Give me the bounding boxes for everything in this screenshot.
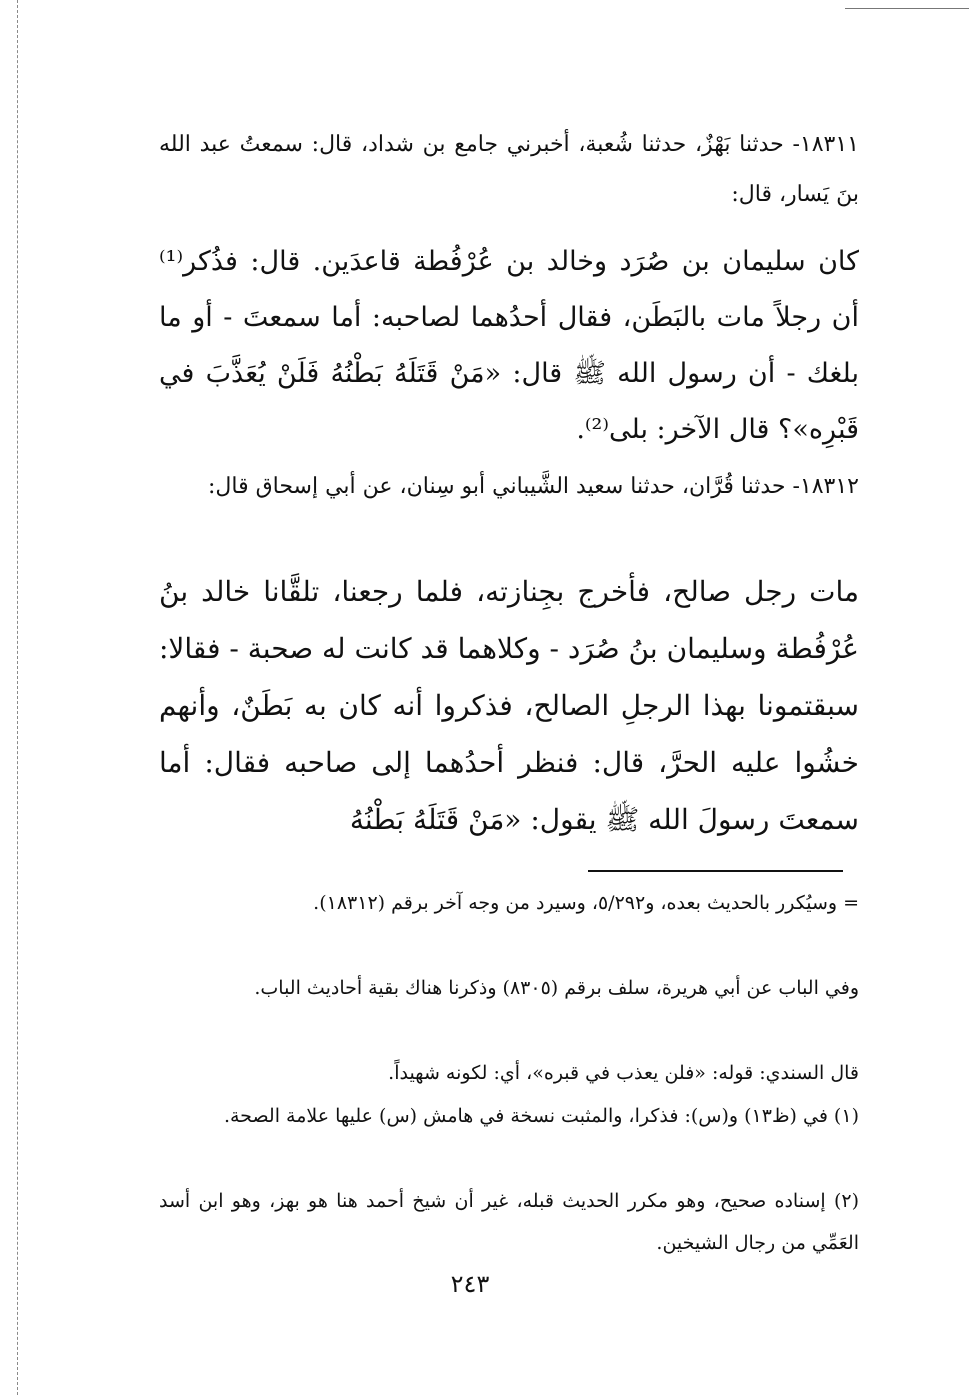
footnote-sindi: قال السندي: قوله: «فلن يعذب في قبره»، أي: لكونه شهيداً.	[388, 1062, 859, 1084]
footnote-continuation: = وسيُكرر بالحديث بعده، و٥/٢٩٢، وسيرد من وجه آخر برقم (١٨٣١٢).	[313, 892, 859, 914]
hadith-18311-matn: كان سليمان بن صُرَد وخالد بن عُرْفُطة قاعدَين. قال: فذُكر⁽¹⁾ أن رجلاً مات بالبَطَن، فقال أحدُهما لصاحبه: أما سمعتَ - أو ما بلغك - أن رسول الله ﷺ قال: «مَنْ قَتَلَهُ بَطْنُهُ فَلَنْ يُعَذَّبَ في قَبْرِه»؟ قال الآخر: بلى⁽²⁾.	[159, 246, 859, 445]
binding-guide-line	[17, 0, 18, 1395]
footnote-bab: وفي الباب عن أبي هريرة، سلف برقم (٨٣٠٥) وذكرنا هناك بقية أحاديث الباب.	[254, 977, 859, 999]
hadith-18311-isnad: ١٨٣١١- حدثنا بَهْزٌ، حدثنا شُعبة، أخبرني جامع بن شداد، قال: سمعتُ عبد الله بنَ يَسار، قال:	[159, 132, 859, 207]
top-edge-line	[845, 8, 969, 9]
hadith-18312-matn: مات رجل صالح، فأخرج بجِنازته، فلما رجعنا، تلقَّانا خالد بنُ عُرْفُطة وسليمان بنُ صُرَد - وكلاهما قد كانت له صحبة - فقالا: سبقتمونا بهذا الرجلِ الصالح، فذكروا أنه كان به بَطَنٌ، وأنهم خشُوا عليه الحرَّ، قال: فنظر أحدُهما إلى صاحبه فقال: أما سمعتَ رسولَ الله ﷺ يقول: «مَنْ قَتَلَهُ بَطْنُهُ	[159, 575, 859, 836]
hadith-18312-isnad: ١٨٣١٢- حدثنا قُرَّان، حدثنا سعيد الشَّيباني أبو سِنان، عن أبي إسحاق قال:	[207, 474, 859, 499]
footnote-2: (٢) إسناده صحيح، وهو مكرر الحديث قبله، غير أن شيخ أحمد هنا هو بهز، وهو ابن أسد العَمِّي من رجال الشيخين.	[159, 1190, 859, 1254]
footnote-separator	[588, 870, 843, 872]
page-number: ٢٤٣	[450, 1270, 490, 1298]
footnote-1: (١) في (ظ١٣) و(س): فذكرا، والمثبت نسخة في هامش (س) عليها علامة الصحة.	[223, 1105, 859, 1127]
